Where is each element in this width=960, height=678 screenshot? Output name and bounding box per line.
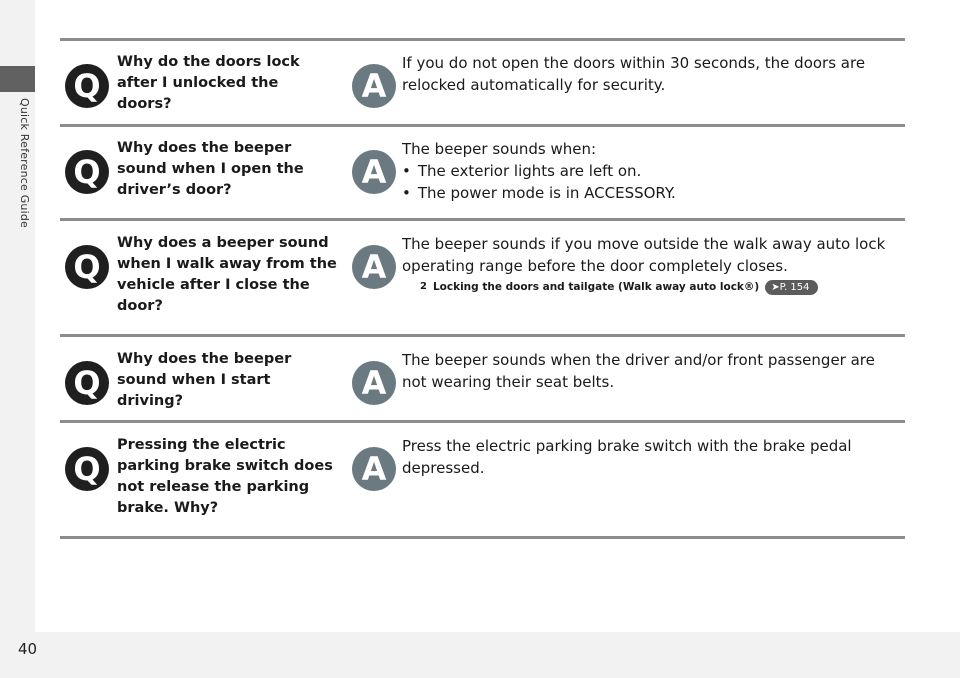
- answer-icon: A: [352, 447, 396, 491]
- answer-icon: A: [352, 245, 396, 289]
- divider: [60, 38, 905, 41]
- answer-text: The beeper sounds when the driver and/or front passenger are not wearing their seat belts.: [402, 351, 875, 391]
- answer-text: The beeper sounds when: • The exterior lights are left on. • The power mode is in ACCESSORY.: [402, 138, 902, 204]
- answer-icon: A: [352, 64, 396, 108]
- section-tab: [0, 66, 35, 92]
- divider: [60, 218, 905, 221]
- answer-bullet: • The power mode is in ACCESSORY.: [402, 182, 902, 204]
- divider: [60, 420, 905, 423]
- answer-text: If you do not open the doors within 30 seconds, the doors are relocked automatically for security.: [402, 54, 866, 94]
- question-icon: Q: [65, 361, 109, 405]
- answer-text: Press the electric parking brake switch with the brake pedal depressed.: [402, 437, 852, 477]
- question-text: Why does a beeper sound when I walk away from the vehicle after I close the door?: [117, 235, 337, 314]
- question-text: Why does the beeper sound when I open the driver’s door?: [117, 140, 304, 198]
- page-number: 40: [18, 640, 38, 658]
- reference-arrow-icon: 2: [420, 281, 427, 292]
- question-icon: Q: [65, 150, 109, 194]
- question-text: Pressing the electric parking brake switch does not release the parking brake. Why?: [117, 437, 333, 516]
- answer-text: The beeper sounds if you move outside the walk away auto lock operating range before the door completely closes. 2 Locking the doors and tailgate (Walk away auto lock®) ➤P. 154: [402, 233, 902, 295]
- question-text: Why does the beeper sound when I start driving?: [117, 351, 292, 409]
- reference-text: Locking the doors and tailgate (Walk away auto lock®): [432, 281, 760, 293]
- answer-bullet: • The exterior lights are left on.: [402, 160, 902, 182]
- question-icon: Q: [65, 245, 109, 289]
- question-icon: Q: [65, 447, 109, 491]
- question-icon: Q: [65, 64, 109, 108]
- divider: [60, 334, 905, 337]
- question-text: Why do the doors lock after I unlocked the doors?: [117, 54, 300, 112]
- cross-reference-link[interactable]: [420, 279, 902, 295]
- divider: [60, 124, 905, 127]
- page-reference-badge[interactable]: ➤P. 154: [765, 280, 817, 295]
- sidebar-section-label: Quick Reference Guide: [18, 98, 31, 228]
- answer-icon: A: [352, 150, 396, 194]
- divider: [60, 536, 905, 539]
- answer-icon: A: [352, 361, 396, 405]
